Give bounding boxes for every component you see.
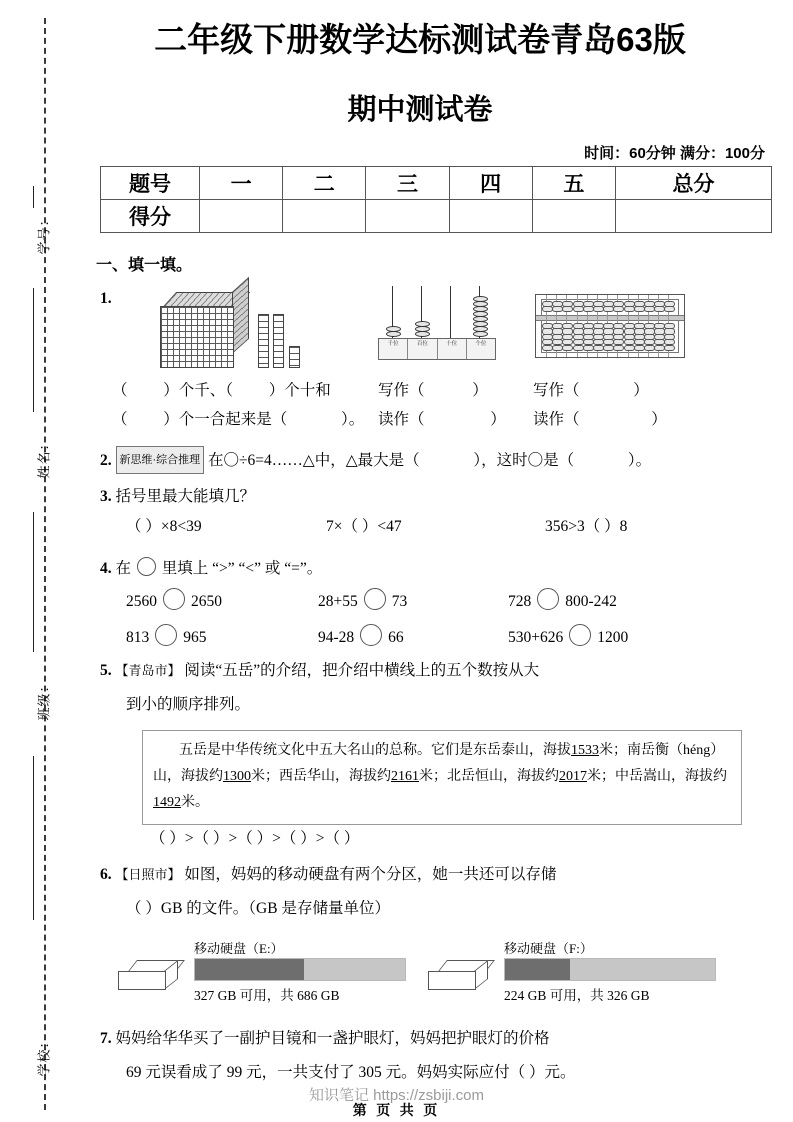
q1-right-write-label: 写作（ bbox=[533, 382, 580, 399]
bead-thousands-2 bbox=[386, 331, 401, 337]
score-header-4: 四 bbox=[449, 167, 532, 200]
margin-rule-2 bbox=[33, 288, 34, 412]
q5-line1: 阅读“五岳”的介绍，把介绍中横线上的五个数按从大 bbox=[184, 662, 540, 679]
score-header-2: 二 bbox=[283, 167, 366, 200]
q4-r1c2-left: 28+55 bbox=[318, 593, 358, 610]
q3-item-1[interactable]: （ ）×8<39 bbox=[126, 518, 202, 535]
q7-line1: 妈妈给华华买了一副护目镜和一盏护眼灯，妈妈把护眼灯的价格 bbox=[115, 1030, 550, 1047]
q1-l1-c: ）个十和 bbox=[268, 382, 331, 399]
place-label-thousands: 千位 bbox=[379, 339, 408, 359]
question-6-line2[interactable]: （ ）GB 的文件。（GB 是存储量单位） bbox=[126, 900, 390, 917]
drive-e-used-portion bbox=[195, 959, 304, 980]
table-row bbox=[101, 200, 772, 233]
q5-box-n1: 1533 bbox=[571, 743, 599, 758]
score-cell-total[interactable] bbox=[615, 200, 771, 233]
abacus-bead-lower bbox=[624, 345, 635, 351]
drive-f-free-portion bbox=[570, 959, 715, 980]
bead-ones-8 bbox=[473, 331, 488, 337]
score-header-1: 一 bbox=[200, 167, 283, 200]
compare-circle-icon[interactable] bbox=[155, 624, 177, 646]
question-3-title bbox=[100, 484, 255, 510]
q4-row2-item1[interactable] bbox=[126, 624, 207, 651]
q4-r1c1-right: 2650 bbox=[191, 593, 222, 610]
abacus-bead-upper bbox=[664, 306, 675, 312]
margin-dashed-line bbox=[44, 18, 46, 1110]
q4-r2c1-right: 965 bbox=[183, 629, 207, 646]
compare-circle-icon[interactable] bbox=[360, 624, 382, 646]
question-6-line1 bbox=[100, 862, 556, 888]
q6-region-tag: 【日照市】 bbox=[115, 867, 181, 882]
q6-num: 6. bbox=[100, 866, 112, 883]
drive-e-usage-bar bbox=[194, 958, 406, 981]
frame-rod-tens bbox=[450, 286, 451, 338]
place-value-labels bbox=[378, 338, 496, 360]
counting-frame-figure bbox=[378, 286, 496, 360]
q1-mid-write-close: ） bbox=[472, 382, 488, 399]
score-cell-2[interactable] bbox=[283, 200, 366, 233]
abacus-bead-lower bbox=[613, 345, 624, 351]
ten-rod-1 bbox=[258, 314, 269, 368]
drive-e-caption: 移动硬盘（E:） bbox=[194, 941, 284, 956]
score-row-label: 得分 bbox=[101, 200, 200, 233]
drive-e-note: 327 GB 可用，共 686 GB bbox=[194, 988, 340, 1003]
q1-l2-a: （ bbox=[112, 411, 128, 428]
hard-drive-icon bbox=[118, 960, 182, 990]
page-footer: 第 页 共 页 bbox=[352, 1104, 441, 1119]
abacus-figure bbox=[535, 294, 685, 358]
page-title: 二年级下册数学达标测试卷青岛63版 bbox=[154, 21, 686, 58]
place-label-tens: 十位 bbox=[438, 339, 467, 359]
compare-circle-icon[interactable] bbox=[569, 624, 591, 646]
place-label-ones: 个位 bbox=[475, 341, 487, 347]
thousand-cube bbox=[160, 306, 234, 368]
q4-row1-item3[interactable] bbox=[508, 588, 617, 615]
q3-item-2[interactable]: 7×（ ）<47 bbox=[326, 518, 402, 535]
q2-text-a: 在〇÷6=4……△中，△最大是（ bbox=[208, 452, 420, 469]
question-5-line1 bbox=[100, 658, 539, 684]
q1-l2-c: ）。 bbox=[341, 411, 365, 428]
page-subtitle: 期中测试卷 bbox=[347, 94, 493, 126]
q1-mid-write[interactable] bbox=[378, 378, 488, 404]
q1-right-write-close: ） bbox=[633, 382, 649, 399]
margin-label-school: 学校： bbox=[36, 1034, 52, 1077]
q1-mid-read-close: ） bbox=[490, 411, 506, 428]
abacus-bead-upper bbox=[562, 306, 573, 312]
q4-row1-item2[interactable] bbox=[318, 588, 407, 615]
score-header-label: 题号 bbox=[101, 167, 200, 200]
base-ten-blocks-figure bbox=[160, 292, 300, 372]
question-5-line2: 到小的顺序排列。 bbox=[126, 696, 251, 713]
circle-placeholder-icon bbox=[137, 557, 156, 576]
q4-row2-item3[interactable] bbox=[508, 624, 628, 651]
q1-mid-write-label: 写作（ bbox=[378, 382, 425, 399]
q1-left-blank-line2[interactable] bbox=[112, 407, 364, 433]
score-cell-1[interactable] bbox=[200, 200, 283, 233]
q4-row2-item2[interactable] bbox=[318, 624, 404, 651]
question-1-number bbox=[100, 286, 112, 312]
abacus-bead-upper bbox=[613, 306, 624, 312]
abacus-bead-upper bbox=[624, 306, 635, 312]
q5-box-n5: 1492 bbox=[153, 795, 181, 810]
q4-r2c3-left: 530+626 bbox=[508, 629, 564, 646]
question-7-line1 bbox=[100, 1026, 550, 1052]
q4-r2c3-right: 1200 bbox=[597, 629, 629, 646]
q5-box-p4: 约 bbox=[377, 769, 391, 784]
q5-box-p3: 米；西岳华山，海拔 bbox=[251, 769, 377, 784]
q5-box-p7: 米。 bbox=[181, 795, 209, 810]
score-cell-3[interactable] bbox=[366, 200, 449, 233]
score-header-total: 总分 bbox=[615, 167, 771, 200]
margin-rule-3 bbox=[33, 512, 34, 652]
bead-hundreds-3 bbox=[415, 331, 430, 337]
q4-r1c3-right: 800-242 bbox=[565, 593, 617, 610]
q1-left-blank-line1[interactable] bbox=[112, 378, 331, 404]
q5-box-n3: 2161 bbox=[391, 769, 419, 784]
margin-label-student-id: 学号： bbox=[36, 212, 52, 255]
q1-right-read-close: ） bbox=[651, 411, 667, 428]
compare-circle-icon[interactable] bbox=[364, 588, 386, 610]
q3-item-3[interactable]: 356>3（ ）8 bbox=[545, 518, 628, 535]
score-header-5: 五 bbox=[532, 167, 615, 200]
abacus-bead-upper bbox=[573, 306, 584, 312]
unit-rod bbox=[289, 346, 300, 368]
q5-box-n4: 2017 bbox=[559, 769, 587, 784]
score-header-3: 三 bbox=[366, 167, 449, 200]
q4-r1c2-right: 73 bbox=[391, 593, 408, 610]
q4-num: 4. bbox=[100, 560, 112, 577]
q4-r2c2-left: 94-28 bbox=[318, 629, 355, 646]
hard-drive-icon bbox=[428, 960, 492, 990]
drive-f-usage-bar bbox=[504, 958, 716, 981]
compare-circle-icon[interactable] bbox=[537, 588, 559, 610]
q2-num: 2. bbox=[100, 452, 112, 469]
q7-num: 7. bbox=[100, 1030, 112, 1047]
q4-title-b: 里填上 “>” “<” 或 “=”。 bbox=[161, 560, 323, 577]
drive-f-note: 224 GB 可用，共 326 GB bbox=[504, 988, 650, 1003]
abacus-bead-lower bbox=[664, 345, 675, 351]
q3-num: 3. bbox=[100, 488, 112, 505]
q1-mid-read-label: 读作（ bbox=[378, 411, 425, 428]
margin-label-name: 姓名： bbox=[36, 436, 52, 479]
question-2[interactable] bbox=[100, 446, 651, 474]
q1-right-write[interactable] bbox=[533, 378, 649, 404]
q1-num: 1. bbox=[100, 290, 112, 307]
q1-l1-a: （ bbox=[112, 382, 128, 399]
drive-f-used-portion bbox=[505, 959, 570, 980]
q4-r1c3-left: 728 bbox=[508, 593, 532, 610]
margin-label-class: 班级： bbox=[36, 678, 52, 721]
q3-title: 括号里最大能填几？ bbox=[115, 488, 256, 505]
score-table bbox=[100, 166, 772, 233]
score-cell-4[interactable] bbox=[449, 200, 532, 233]
drive-f-caption: 移动硬盘（F:） bbox=[504, 941, 593, 956]
q5-box-p2: 米；南岳衡（héng）山，海拔约 bbox=[153, 743, 725, 784]
q5-region-tag: 【青岛市】 bbox=[115, 663, 181, 678]
abacus-bead-lower bbox=[573, 345, 584, 351]
margin-rule-4 bbox=[33, 756, 34, 920]
question-7-line2[interactable]: 69 元误看成了 99 元，一共支付了 305 元。妈妈实际应付（ ）元。 bbox=[126, 1064, 576, 1081]
abacus-beam bbox=[536, 315, 684, 321]
q5-box-p1: 五岳是中华传统文化中五大名山的总称。它们是东岳泰山，海拔 bbox=[179, 743, 571, 758]
q4-r2c2-right: 66 bbox=[388, 629, 404, 646]
place-label-hundreds: 百位 bbox=[408, 339, 437, 359]
q1-l1-b: ）个千、（ bbox=[163, 382, 234, 399]
q5-box-n2: 1300 bbox=[223, 769, 251, 784]
drive-e-free-portion bbox=[304, 959, 405, 980]
cube-side-face bbox=[232, 277, 249, 354]
section-heading-1: 一、填一填。 bbox=[96, 257, 193, 274]
q2-text-c: ）。 bbox=[627, 452, 652, 469]
q4-r2c1-left: 813 bbox=[126, 629, 150, 646]
q1-right-read-label: 读作（ bbox=[533, 411, 580, 428]
q2-badge: 新思维·综合推理 bbox=[116, 446, 205, 474]
q5-answer-line[interactable]: （ ）>（ ）>（ ）>（ ）>（ ） bbox=[150, 830, 360, 847]
q1-l2-b: ）个一合起来是（ bbox=[163, 411, 288, 428]
ten-rod-2 bbox=[273, 314, 284, 368]
q2-text-b: ），这时〇是（ bbox=[473, 452, 575, 469]
q4-row1-item1[interactable] bbox=[126, 588, 222, 615]
q5-num: 5. bbox=[100, 662, 112, 679]
question-4-title bbox=[100, 556, 322, 582]
q5-box-p6: 米；中岳嵩山，海拔约 bbox=[587, 769, 727, 784]
exam-meta: 时间：60分钟 满分：100分 bbox=[584, 145, 765, 162]
score-cell-5[interactable] bbox=[532, 200, 615, 233]
watermark: 知识笔记 https://zsbiji.com bbox=[308, 1087, 485, 1104]
q6-line1: 如图，妈妈的移动硬盘有两个分区，她一共还可以存储 bbox=[184, 866, 557, 883]
table-row bbox=[101, 167, 772, 200]
q5-box-p5: 米；北岳恒山，海拔约 bbox=[419, 769, 559, 784]
q5-reading-box bbox=[142, 730, 742, 825]
q1-mid-read[interactable] bbox=[378, 407, 506, 433]
q1-right-read[interactable] bbox=[533, 407, 667, 433]
q4-title-a: 在 bbox=[115, 560, 132, 577]
q4-r1c1-left: 2560 bbox=[126, 593, 157, 610]
abacus-bead-lower bbox=[562, 345, 573, 351]
compare-circle-icon[interactable] bbox=[163, 588, 185, 610]
